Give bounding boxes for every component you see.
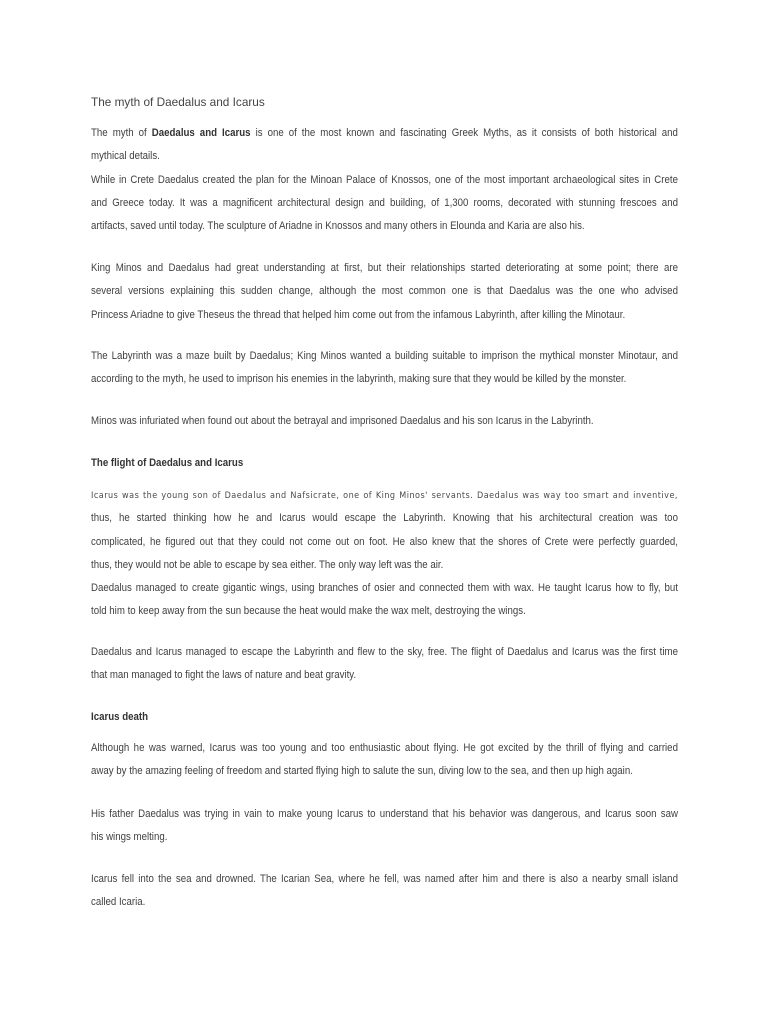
section-heading-death: Icarus death [91, 711, 149, 723]
paragraph-line: His father Daedalus was trying in vain to make young Icarus to understand that his behavior was dangerous, and Icarus soon saw [91, 808, 678, 820]
paragraph-line: away by the amazing feeling of freedom and started flying high to salute the sun, diving low to the sea, and then up high again. [91, 765, 633, 778]
document-title: The myth of Daedalus and Icarus [91, 95, 265, 109]
paragraph-flight [91, 484, 678, 624]
paragraph-line: Icarus was the young son of Daedalus and Nafsicrate, one of King Minos' servants. Daedalus was way too smart and inventive, [91, 490, 678, 501]
paragraph-line: While in Crete Daedalus created the plan for the Minoan Palace of Knossos, one of the most important archaeological sites in Crete [91, 173, 678, 186]
paragraph-minos-relationship [91, 257, 678, 327]
paragraph-line: Although he was warned, Icarus was too young and too enthusiastic about flying. He got excited by the thrill of flying and carried [91, 742, 678, 754]
paragraph-line: and Greece today. It was a magnificent architectural design and building, of 1,300 rooms, decorated with stunning frescoes and [91, 196, 678, 209]
paragraph-line: mythical details. [91, 150, 160, 163]
paragraph-escape [91, 641, 678, 688]
paragraph-line: told him to keep away from the sun because the heat would make the wax melt, destroying the wings. [91, 605, 526, 618]
text-run: is one of the most known and fascinating Greek Myths, as it consists of both historical and [250, 127, 678, 139]
paragraph-line: Daedalus and Icarus managed to escape the Labyrinth and flew to the sky, free. The flight of Daedalus and Icarus was the first time [91, 646, 678, 658]
paragraph-line: Daedalus managed to create gigantic wings, using branches of osier and connected them with wax. He taught Icarus how to fly, but [91, 582, 678, 595]
paragraph-line [91, 122, 678, 145]
paragraph-line: according to the myth, he used to imprison his enemies in the labyrinth, making sure that they would be killed by the monster. [91, 373, 627, 386]
paragraph-line: thus, they would not be able to escape by sea either. The only way left was the air. [91, 558, 444, 571]
paragraph-line: The Labyrinth was a maze built by Daedalus; King Minos wanted a building suitable to imprison the mythical monster Minotaur, and [91, 350, 678, 362]
paragraph-myth-intro [91, 122, 678, 238]
paragraph-line: several versions explaining this sudden change, although the most common one is that Daedalus was the one who advised [91, 285, 678, 298]
paragraph-father [91, 803, 678, 850]
paragraph-line: that man managed to fight the laws of nature and beat gravity. [91, 669, 357, 682]
paragraph-warning [91, 737, 678, 784]
paragraph-line: Icarus fell into the sea and drowned. The Icarian Sea, where he fell, was named after him and there is also a nearby small island [91, 873, 678, 885]
paragraph-line: Princess Ariadne to give Theseus the thread that helped him come out from the infamous Labyrinth, after killing the Minotaur. [91, 308, 626, 321]
paragraph-line: thus, he started thinking how he and Icarus would escape the Labyrinth. Knowing that his architectural creation was too [91, 512, 678, 525]
section-heading-flight: The flight of Daedalus and Icarus [91, 457, 244, 469]
paragraph-line: his wings melting. [91, 831, 168, 844]
bold-text-run: Daedalus and Icarus [151, 127, 251, 139]
paragraph-imprisonment [91, 410, 678, 433]
paragraph-line: complicated, he figured out that they could not come out on foot. He also knew that the shores of Crete were perfectly guarded, [91, 535, 678, 548]
paragraph-icarian-sea [91, 868, 678, 915]
paragraph-line: called Icaria. [91, 896, 146, 909]
paragraph-line: Minos was infuriated when found out about the betrayal and imprisoned Daedalus and his son Icarus in the Labyrinth. [91, 415, 594, 427]
paragraph-line: King Minos and Daedalus had great understanding at first, but their relationships started deteriorating at some point; there are [91, 262, 678, 274]
text-run: The myth of [91, 127, 152, 139]
paragraph-line: artifacts, saved until today. The sculpture of Ariadne in Knossos and many others in Elounda and Karia are also his. [91, 220, 585, 233]
paragraph-labyrinth [91, 345, 678, 392]
